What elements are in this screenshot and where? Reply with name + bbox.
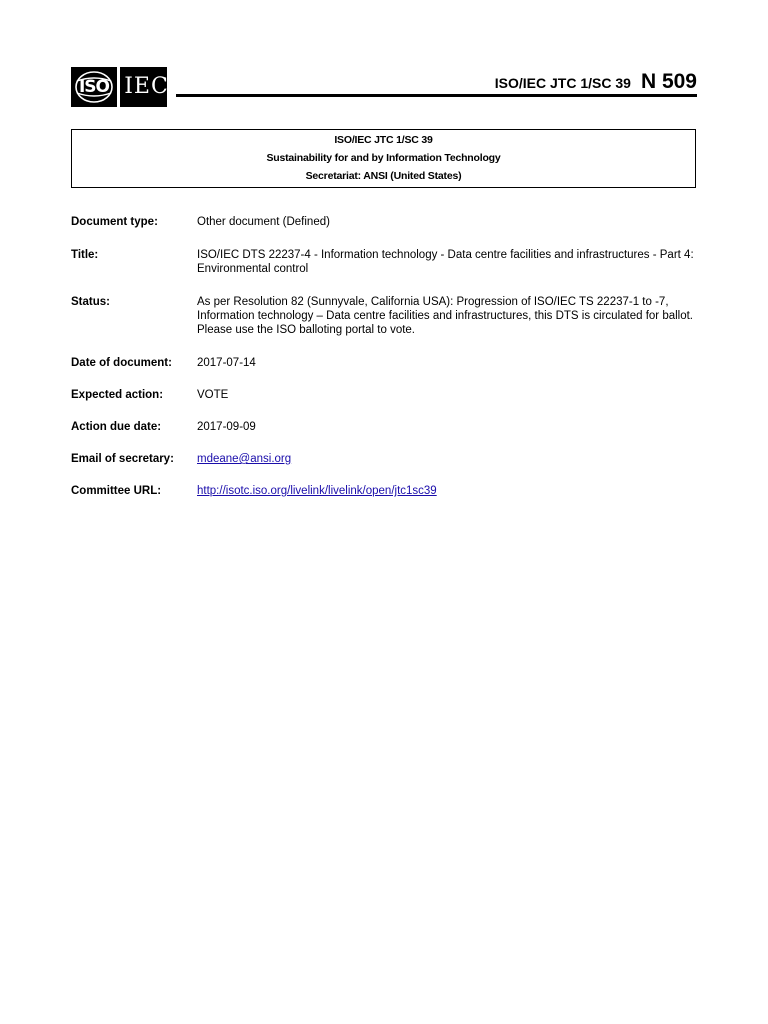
- action-due-date-value: 2017-09-09: [197, 421, 256, 433]
- document-metadata: [71, 215, 701, 498]
- title-value: [197, 248, 701, 276]
- status-value: [197, 295, 701, 337]
- document-reference: [495, 70, 697, 94]
- title-label: Title:: [71, 249, 99, 261]
- committee-name: ISO/IEC JTC 1/SC 39: [334, 134, 433, 146]
- expected-action-value: VOTE: [197, 389, 229, 401]
- status-label: Status:: [71, 296, 110, 308]
- iec-logo: [120, 67, 167, 107]
- committee-info-box: [71, 129, 696, 188]
- row-title: [71, 248, 701, 276]
- row-expected-action: [71, 388, 701, 402]
- date-of-document-value: 2017-07-14: [197, 357, 256, 369]
- header-rule: [176, 94, 697, 97]
- document-number: N 509: [640, 70, 697, 93]
- email-of-secretary-value-cell: [197, 452, 701, 466]
- committee-secretariat: Secretariat: ANSI (United States): [305, 170, 462, 182]
- iso-iec-logo: [71, 67, 167, 107]
- committee-title: Sustainability for and by Information Technology: [266, 152, 501, 164]
- row-committee-url: [71, 484, 701, 498]
- iso-logo: [71, 67, 117, 107]
- row-date-of-document: [71, 356, 701, 370]
- header-committee: ISO/IEC JTC 1/SC 39: [494, 75, 631, 91]
- row-status: [71, 295, 701, 337]
- committee-url-label: Committee URL:: [71, 485, 162, 497]
- row-document-type: [71, 215, 701, 229]
- committee-url-link[interactable]: http://isotc.iso.org/livelink/livelink/open/jtc1sc39: [197, 485, 437, 497]
- status-value-line: Please use the ISO balloting portal to vote.: [197, 324, 415, 336]
- email-of-secretary-label: Email of secretary:: [71, 453, 174, 465]
- action-due-date-label: Action due date:: [71, 421, 162, 433]
- iec-logo-text: IEC: [118, 73, 169, 101]
- row-email-of-secretary: [71, 452, 701, 466]
- status-value-line: Information technology – Data centre facilities and infrastructures, this DTS is circulated for ballot.: [197, 310, 694, 322]
- iso-logo-text: ISO: [78, 77, 110, 97]
- title-value-line: ISO/IEC DTS 22237-4 - Information technology - Data centre facilities and infrastructures - Part 4:: [197, 249, 694, 261]
- title-value-line: Environmental control: [197, 263, 309, 275]
- status-value-line: As per Resolution 82 (Sunnyvale, California USA): Progression of ISO/IEC TS 22237-1 to -7,: [197, 296, 669, 308]
- expected-action-label: Expected action:: [71, 389, 164, 401]
- secretary-email-link[interactable]: mdeane@ansi.org: [197, 453, 292, 465]
- committee-url-value-cell: [197, 484, 701, 498]
- document-type-label: Document type:: [71, 216, 158, 228]
- document-type-value: Other document (Defined): [197, 216, 330, 228]
- row-action-due-date: [71, 420, 701, 434]
- date-of-document-label: Date of document:: [71, 357, 172, 369]
